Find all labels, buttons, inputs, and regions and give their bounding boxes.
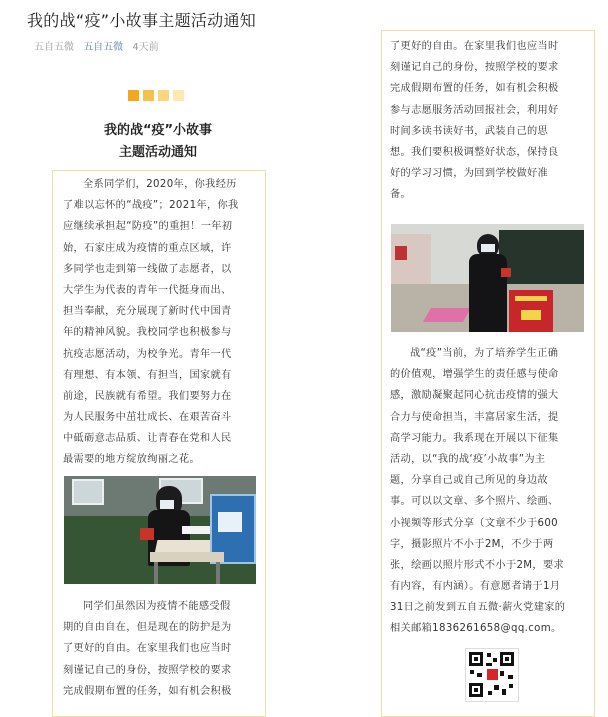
campaign-paragraph [390, 343, 590, 640]
text-line: 事。可以以文章、多个照片、绘画、 [390, 496, 559, 508]
text-line: 始，石家庄成为疫情的重点区域，许 [63, 242, 232, 254]
text-line: 了难以忘怀的“战疫”；2021年，你我 [63, 200, 239, 212]
protection-paragraph [63, 596, 259, 702]
source-label: 五自五微 [34, 42, 74, 53]
text-line: 最需要的地方绽放绚丽之花。 [63, 454, 200, 466]
account-link[interactable]: 五自五微 [83, 42, 124, 53]
text-line: 字，摄影照片不小于2M，不少于两 [390, 538, 554, 550]
text-line: 刻谨记自己的身份，按照学校的要求 [390, 62, 559, 74]
decor-squares [128, 90, 184, 101]
text-line: 题，分享自己或自己所见的身边故 [390, 475, 549, 487]
volunteer-tent-photo [391, 224, 584, 332]
text-line: 感，激励凝聚起同心抗击疫情的强大 [390, 390, 559, 402]
decor-square [128, 90, 139, 101]
text-line: 相关邮箱1836261658@qq.com。 [390, 623, 562, 635]
text-line: 好的学习习惯，为回到学校做好准 [390, 168, 549, 180]
text-line: 大学生为代表的青年一代挺身而出、 [63, 284, 232, 296]
text-line: 中砥砺意志品质、让青春在党和人民 [63, 433, 232, 445]
text-line: 多同学也走到第一线做了志愿者，以 [63, 263, 232, 275]
text-line: 了更好的自由。在家里我们也应当时 [63, 643, 232, 655]
text-line: 完成假期布置的任务，如有机会积极 [63, 685, 232, 697]
text-line: 应继续承担起“防疫”的重担！一年初 [63, 221, 233, 233]
decor-square [143, 90, 154, 101]
text-line: 担当奉献，充分展现了新时代中国青 [63, 306, 232, 318]
text-line: 想。我们要积极调整好状态，保持良 [390, 146, 559, 158]
heading-line-1: 我的战“疫”小故事 [103, 123, 213, 138]
text-line: 抗疫志愿活动，为校争光。青年一代 [63, 348, 232, 360]
text-line: 31日之前发到五自五微·薪火党建家的 [390, 602, 566, 614]
text-line: 的价值观，增强学生的责任感与使命 [390, 369, 559, 381]
continued-paragraph [390, 36, 590, 206]
text-line: 同学们虽然因为疫情不能感受假 [83, 601, 231, 612]
text-line: 参与志愿服务活动回报社会，利用好 [390, 104, 559, 116]
text-line: 完成假期布置的任务，如有机会积极 [390, 83, 559, 95]
publish-time: 4天前 [132, 42, 159, 53]
intro-paragraph [63, 174, 259, 471]
volunteer-desk-photo [64, 476, 256, 584]
text-line: 刻谨记自己的身份，按照学校的要求 [63, 664, 232, 676]
text-line: 前途，民族就有希望。我们要努力在 [63, 390, 232, 402]
text-line: 备。 [390, 189, 412, 201]
text-line: 有内容，有内涵）。有意愿者请于1月 [390, 581, 561, 593]
qr-code[interactable] [465, 648, 519, 702]
text-line: 小视频等形式分享（文章不少于600 [390, 517, 559, 529]
text-line: 战“疫”当前，为了培养学生正确 [410, 348, 559, 359]
text-line: 时间多读书读好书，武装自己的思 [390, 125, 549, 137]
text-line: 期的自由自在，但是现在的防护是为 [63, 622, 232, 634]
text-line: 张，绘画以照片形式不小于2M，要求 [390, 559, 565, 571]
text-line: 年的精神风貌。我校同学也积极参与 [63, 327, 232, 339]
text-line: 活动，以“我的战‘疫’小故事”为主 [390, 453, 546, 465]
decor-square [158, 90, 169, 101]
text-line: 合力与使命担当，丰富居家生活，提 [390, 411, 559, 423]
text-line: 了更好的自由。在家里我们也应当时 [390, 41, 559, 52]
text-line: 有理想、有本领、有担当，国家就有 [63, 369, 232, 381]
text-line: 全系同学们，2020年，你我经历 [83, 179, 237, 190]
article-meta [34, 38, 159, 53]
heading-line-2: 主题活动通知 [118, 145, 197, 160]
decor-square [173, 90, 184, 101]
article-title: 我的战“疫”小故事主题活动通知 [27, 11, 257, 30]
text-line: 高学习能力。我系现在开展以下征集 [390, 432, 559, 444]
text-line: 为人民服务中茁壮成长、在艰苦奋斗 [63, 412, 232, 424]
